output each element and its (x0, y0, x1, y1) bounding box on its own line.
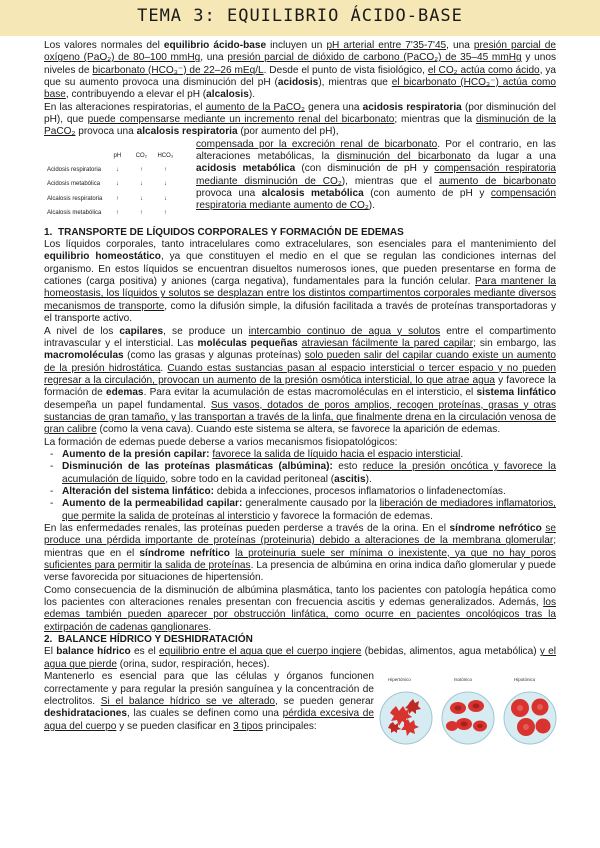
section-2-paragraph-2: Mantenerlo es esencial para que las células y órganos funcionen correctamente y para regular la presión sanguínea y la concentración de electrolitos. Si el balance hídrico se ve alterado, se pueden generar deshidrataciones, las cuales se definen como una pérdida excesiva de agua del cuerpo y se pueden clasificar en 3 tipos principales: (44, 671, 374, 732)
list-item: - Aumento de la permeabilidad capilar: generalmente causado por la liberación de mediadores inflamatorios, que permite la salida de proteínas al intersticio y favorece la formación de edemas. (62, 498, 556, 523)
table-cell: ↓ (163, 181, 167, 188)
figure-label-isotonic: Isotónico (454, 677, 473, 683)
table-row (44, 192, 177, 206)
document-body (44, 40, 556, 746)
section-1-paragraph-4: En las enfermedades renales, las proteínas pueden perderse a través de la orina. En el síndrome nefrótico se produce una pérdida importante de proteínas (proteinuria) debido a alteraciones de la membrana glomerular; mientras que en el síndrome nefrítico la proteinuria suele ser mínima o inexistente, ya que no hay poros suficientes para permitir la salida de proteínas. La presencia de albúmina en orina indica daño glomerular y puede verse favorecida por situaciones de hipertensión. (44, 523, 557, 584)
section-2-heading: 2. BALANCE HÍDRICO Y DESHIDRATACIÓN (44, 634, 253, 646)
table-cell: ↓ (139, 195, 143, 202)
section-2-paragraph-1: El balance hídrico es el equilibrio entre el agua que el cuerpo ingiere (bebidas, alimentos, agua metabólica) y el agua que pierde (orina, sudor, respiración, heces). (44, 646, 557, 670)
intro-paragraph-1: Los valores normales del equilibrio ácido-base incluyen un pH arterial entre 7'35-7'45, una presión parcial de oxígeno (PaO₂) de 80–100 mmHg, una presión parcial de dióxido de carbono (PaCO₂) de 35–45 mmHg y unos niveles de bicarbonato (HCO₃⁻) de 22–26 mEq/L. Desde el punto de vista fisiológico, el CO₂ actúa como ácido, ya que su aumento provoca una disminución del pH (acidosis), mientras que el bicarbonato (HCO₃⁻) actúa como base, contribuyendo a elevar el pH (alcalosis). (44, 40, 557, 101)
table-cell: ↓ (115, 167, 119, 174)
table-cell: Acidosis metabólica (47, 181, 101, 188)
table-row (44, 163, 177, 177)
section-1-heading: 1. TRANSPORTE DE LÍQUIDOS CORPORALES Y FORMACIÓN DE EDEMAS (44, 226, 404, 238)
section-1-paragraph-1: Los líquidos corporales, tanto intracelulares como extracelulares, son esenciales para el mantenimiento del equilibrio homeostático, ya que constituyen el medio en el que se regulan las condiciones internas del organismo. En estos líquidos se encuentran disueltos numerosos iones, que pueden presentarse en forma de cationes (carga positiva) y aniones (carga negativa), fundamentales para la función celular. Para mantener la homeostasis, los líquidos y solutos se desplazan entre los distintos compartimentos corporales mediante diversos mecanismos de transporte, como la difusión simple, la difusión facilitada a través de proteínas transportadoras y el transporte activo. (44, 239, 557, 325)
table-header-cell: HCO₃ (157, 152, 174, 159)
section-1-paragraph-5: Como consecuencia de la disminución de albúmina plasmática, tanto los pacientes con patología hepática como los pacientes con alteraciones renales presentan con frecuencia ascitis y edemas generalizados. Además, los edemas también pueden aparecer por obstrucción linfática, como ocurre en pacientes oncológicos tras la extirpación de cadenas ganglionares. (44, 584, 556, 633)
table-header-cell: pH (113, 152, 122, 159)
table-cell: ↑ (139, 167, 143, 174)
table-cell: Alcalosis metabólica (47, 210, 102, 217)
table-cell: ↓ (115, 181, 119, 188)
red-cell-tonicity-figure (378, 674, 558, 750)
red-cells-illustration (378, 680, 558, 750)
section-1-paragraph-3: La formación de edemas puede deberse a varios mecanismos fisiopatológicos: (44, 436, 398, 448)
table-row (44, 177, 177, 191)
table-cell: ↓ (139, 181, 143, 188)
hypotonic-cells-panel (504, 692, 556, 744)
table-cell: ↑ (115, 210, 119, 217)
acid-base-block (44, 139, 556, 227)
table-row (44, 206, 177, 220)
table-cell: ↑ (139, 210, 143, 217)
table-cell: ↑ (163, 210, 167, 217)
edema-mechanisms-list (44, 449, 556, 523)
table-cell: ↓ (163, 195, 167, 202)
table-cell: Alcalosis respiratoria (47, 195, 103, 202)
intro-paragraph-2: En las alteraciones respiratorias, el aumento de la PaCO₂ genera una acidosis respiratoria (por disminución del pH), que puede compensarse mediante un incremento renal del bicarbonato; mientras que la disminución de la PaCO₂ provoca una alcalosis respiratoria (por aumento del pH), (44, 101, 556, 138)
table-header-cell: CO₂ (135, 152, 148, 159)
table-cell: Acidosis respiratoria (47, 167, 102, 174)
list-item: - Disminución de las proteínas plasmáticas (albúmina): esto reduce la presión oncótica y favorece la acumulación de líquido, sobre todo en la cavidad peritoneal (ascitis). (62, 461, 556, 486)
figure-label-hypotonic: Hipotónico (514, 677, 536, 683)
isotonic-cells-panel (442, 692, 494, 744)
table-cell: ↑ (163, 167, 167, 174)
acid-base-table (44, 149, 177, 221)
table-header-row (44, 149, 177, 163)
intro-paragraph-3: compensada por la excreción renal de bicarbonato. Por el contrario, en las alteraciones metabólicas, la disminución del bicarbonato da lugar a una acidosis metabólica (con disminución de pH y compensación respiratoria mediante disminución de CO₂), mientras que el aumento de bicarbonato provoca una alcalosis metabólica (con aumento de pH y compensación respiratoria mediante aumento de CO₂). (196, 138, 557, 212)
page-title: TEMA 3: EQUILIBRIO ÁCIDO-BASE (137, 6, 463, 26)
section-1-paragraph-2: A nivel de los capilares, se produce un intercambio continuo de agua y solutos entre el compartimento intravascular y el intersticial. Las moléculas pequeñas atraviesan fácilmente la pared capilar; sin embargo, las macromoléculas (como las grasas y algunas proteínas) solo pueden salir del capilar cuando existe un aumento de la presión hidrostática. Cuando estas sustancias pasan al espacio intersticial o tercer espacio y no pueden regresar a la circulación, provocan un aumento de la presión osmótica intersticial, lo que atrae agua y favorece la formación de edemas. Para evitar la acumulación de estas macromoléculas en el intersticio, el sistema linfático desempeña un papel fundamental. Sus vasos, dotados de poros amplios, recogen proteínas, grasas y otras sustancias de gran tamaño, y las transportan a través de la linfa, que finalmente drena en la circulación venosa de gran calibre (como la vena cava). Cuando este sistema se altera, se favorece la aparición de edemas. (44, 325, 557, 436)
list-item: - Alteración del sistema linfático: debida a infecciones, procesos inflamatorios o linfadenectomías. (62, 486, 556, 498)
table-header-cell (44, 149, 105, 163)
list-item: - Aumento de la presión capilar: favorece la salida de líquido hacia el espacio intersticial. (62, 449, 556, 461)
hypertonic-cells-panel (380, 692, 432, 744)
section-2-block (44, 646, 556, 746)
figure-label-hypertonic: Hipertónico (388, 677, 411, 683)
acid-base-table-figure (44, 139, 194, 227)
table-cell: ↑ (115, 195, 119, 202)
